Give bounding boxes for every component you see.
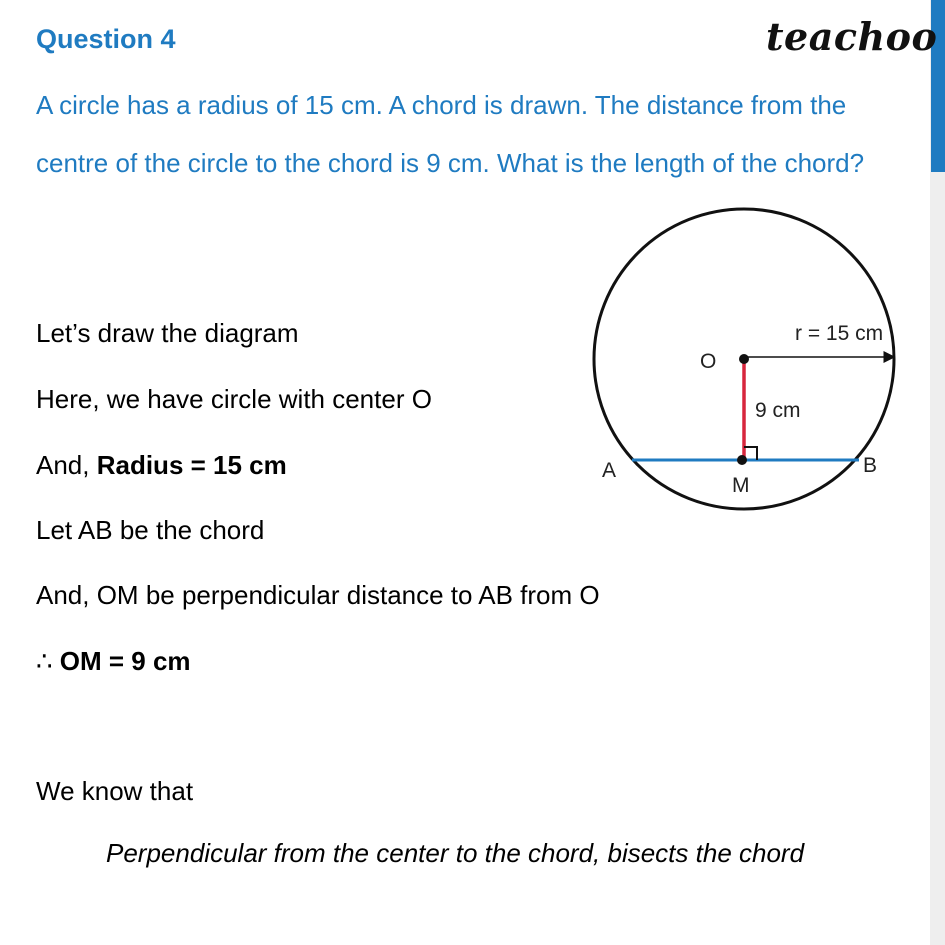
om-length-label: 9 cm bbox=[755, 399, 801, 422]
teachoo-logo: teachoo bbox=[766, 14, 938, 59]
circle-chord-diagram bbox=[580, 200, 910, 520]
label-o: O bbox=[700, 350, 717, 373]
label-m: M bbox=[732, 474, 750, 497]
solution-line-5: And, OM be perpendicular distance to AB from O bbox=[36, 580, 600, 610]
solution-line-6 bbox=[36, 646, 191, 677]
solution-line-3 bbox=[36, 450, 287, 481]
center-point-o bbox=[739, 354, 749, 364]
question-title: Question 4 bbox=[36, 24, 176, 54]
solution-line-4: Let AB be the chord bbox=[36, 515, 265, 545]
label-a: A bbox=[602, 459, 617, 482]
label-b: B bbox=[863, 454, 878, 477]
radius-statement: Radius = 15 cm bbox=[96, 450, 287, 480]
question-text: A circle has a radius of 15 cm. A chord is drawn. The distance from the centre of the circle to the chord is 9 cm. What is the length of the chord? bbox=[36, 90, 865, 178]
theorem-statement: Perpendicular from the center to the chord, bisects the chord bbox=[106, 838, 805, 868]
foot-point-m bbox=[737, 455, 747, 465]
om-statement: OM = 9 cm bbox=[59, 646, 191, 676]
solution-line-2: Here, we have circle with center O bbox=[36, 384, 432, 414]
solution-line-1: Let’s draw the diagram bbox=[36, 318, 299, 348]
solution-line-3-prefix: And, bbox=[36, 450, 97, 480]
solution-line-7: We know that bbox=[36, 776, 194, 806]
radius-label: r = 15 cm bbox=[795, 322, 884, 345]
therefore-symbol: ∴ bbox=[36, 646, 60, 676]
